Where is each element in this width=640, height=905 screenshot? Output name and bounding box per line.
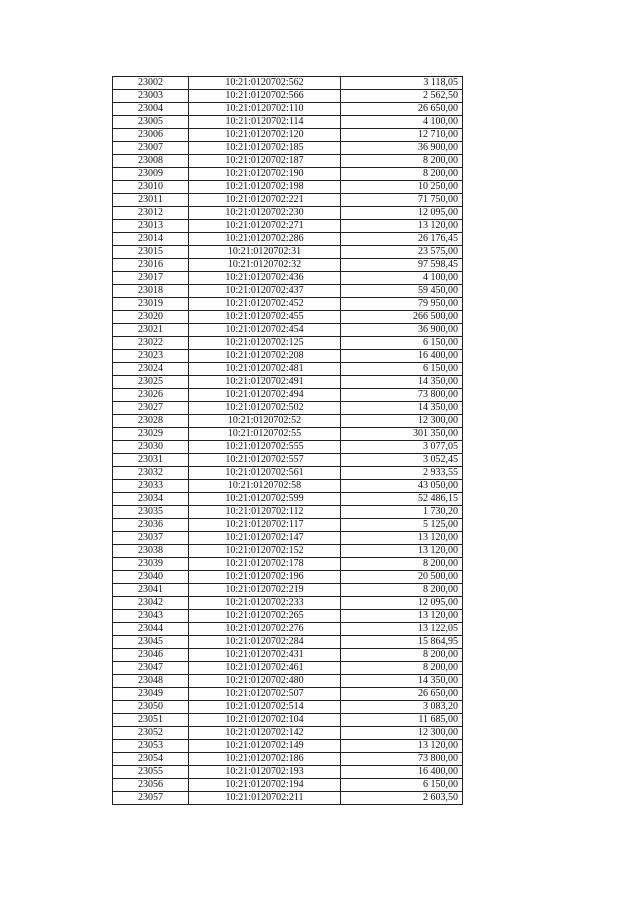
row-id-cell: 23048 bbox=[113, 675, 189, 688]
cadastral-number-cell: 10:21:0120702:194 bbox=[189, 779, 341, 792]
amount-cell: 13 120,00 bbox=[341, 610, 463, 623]
amount-cell: 266 500,00 bbox=[341, 311, 463, 324]
table-row bbox=[113, 610, 463, 623]
row-id-cell: 23025 bbox=[113, 376, 189, 389]
cadastral-number-cell: 10:21:0120702:230 bbox=[189, 207, 341, 220]
cadastral-number-cell: 10:21:0120702:52 bbox=[189, 415, 341, 428]
amount-cell: 26 650,00 bbox=[341, 103, 463, 116]
row-id-cell: 23014 bbox=[113, 233, 189, 246]
cadastral-number-cell: 10:21:0120702:557 bbox=[189, 454, 341, 467]
amount-cell: 13 120,00 bbox=[341, 740, 463, 753]
row-id-cell: 23009 bbox=[113, 168, 189, 181]
cadastral-number-cell: 10:21:0120702:149 bbox=[189, 740, 341, 753]
table-row bbox=[113, 168, 463, 181]
row-id-cell: 23018 bbox=[113, 285, 189, 298]
table-row bbox=[113, 701, 463, 714]
amount-cell: 3 052,45 bbox=[341, 454, 463, 467]
table-row bbox=[113, 415, 463, 428]
amount-cell: 15 864,95 bbox=[341, 636, 463, 649]
table-row bbox=[113, 558, 463, 571]
cadastral-number-cell: 10:21:0120702:436 bbox=[189, 272, 341, 285]
cadastral-number-cell: 10:21:0120702:276 bbox=[189, 623, 341, 636]
row-id-cell: 23041 bbox=[113, 584, 189, 597]
cadastral-number-cell: 10:21:0120702:221 bbox=[189, 194, 341, 207]
table-row bbox=[113, 233, 463, 246]
row-id-cell: 23057 bbox=[113, 792, 189, 805]
row-id-cell: 23055 bbox=[113, 766, 189, 779]
row-id-cell: 23006 bbox=[113, 129, 189, 142]
amount-cell: 8 200,00 bbox=[341, 558, 463, 571]
table-row bbox=[113, 194, 463, 207]
cadastral-number-cell: 10:21:0120702:431 bbox=[189, 649, 341, 662]
cadastral-number-cell: 10:21:0120702:117 bbox=[189, 519, 341, 532]
table-row bbox=[113, 597, 463, 610]
row-id-cell: 23056 bbox=[113, 779, 189, 792]
cadastral-number-cell: 10:21:0120702:286 bbox=[189, 233, 341, 246]
amount-cell: 26 176,45 bbox=[341, 233, 463, 246]
row-id-cell: 23031 bbox=[113, 454, 189, 467]
row-id-cell: 23023 bbox=[113, 350, 189, 363]
cadastral-number-cell: 10:21:0120702:147 bbox=[189, 532, 341, 545]
row-id-cell: 23012 bbox=[113, 207, 189, 220]
amount-cell: 12 300,00 bbox=[341, 415, 463, 428]
row-id-cell: 23015 bbox=[113, 246, 189, 259]
row-id-cell: 23003 bbox=[113, 90, 189, 103]
amount-cell: 97 598,45 bbox=[341, 259, 463, 272]
cadastral-number-cell: 10:21:0120702:507 bbox=[189, 688, 341, 701]
table-row bbox=[113, 90, 463, 103]
row-id-cell: 23022 bbox=[113, 337, 189, 350]
amount-cell: 14 350,00 bbox=[341, 376, 463, 389]
table-row bbox=[113, 220, 463, 233]
amount-cell: 16 400,00 bbox=[341, 350, 463, 363]
amount-cell: 13 122,05 bbox=[341, 623, 463, 636]
cadastral-number-cell: 10:21:0120702:452 bbox=[189, 298, 341, 311]
row-id-cell: 23013 bbox=[113, 220, 189, 233]
table-row bbox=[113, 675, 463, 688]
row-id-cell: 23028 bbox=[113, 415, 189, 428]
row-id-cell: 23046 bbox=[113, 649, 189, 662]
row-id-cell: 23044 bbox=[113, 623, 189, 636]
cadastral-number-cell: 10:21:0120702:178 bbox=[189, 558, 341, 571]
cadastral-number-cell: 10:21:0120702:211 bbox=[189, 792, 341, 805]
cadastral-number-cell: 10:21:0120702:196 bbox=[189, 571, 341, 584]
table-row bbox=[113, 519, 463, 532]
amount-cell: 71 750,00 bbox=[341, 194, 463, 207]
amount-cell: 8 200,00 bbox=[341, 155, 463, 168]
data-table bbox=[112, 76, 463, 805]
row-id-cell: 23034 bbox=[113, 493, 189, 506]
cadastral-number-cell: 10:21:0120702:58 bbox=[189, 480, 341, 493]
amount-cell: 13 120,00 bbox=[341, 220, 463, 233]
table-row bbox=[113, 246, 463, 259]
cadastral-number-cell: 10:21:0120702:284 bbox=[189, 636, 341, 649]
cadastral-number-cell: 10:21:0120702:491 bbox=[189, 376, 341, 389]
amount-cell: 6 150,00 bbox=[341, 779, 463, 792]
table-row bbox=[113, 389, 463, 402]
row-id-cell: 23045 bbox=[113, 636, 189, 649]
amount-cell: 3 083,20 bbox=[341, 701, 463, 714]
amount-cell: 20 500,00 bbox=[341, 571, 463, 584]
amount-cell: 4 100,00 bbox=[341, 116, 463, 129]
table-row bbox=[113, 532, 463, 545]
table-row bbox=[113, 363, 463, 376]
row-id-cell: 23019 bbox=[113, 298, 189, 311]
cadastral-number-cell: 10:21:0120702:437 bbox=[189, 285, 341, 298]
row-id-cell: 23036 bbox=[113, 519, 189, 532]
cadastral-number-cell: 10:21:0120702:112 bbox=[189, 506, 341, 519]
table-row bbox=[113, 207, 463, 220]
table-row bbox=[113, 298, 463, 311]
amount-cell: 13 120,00 bbox=[341, 532, 463, 545]
table-row bbox=[113, 142, 463, 155]
table-row bbox=[113, 116, 463, 129]
table-row bbox=[113, 480, 463, 493]
cadastral-number-cell: 10:21:0120702:190 bbox=[189, 168, 341, 181]
cadastral-number-cell: 10:21:0120702:185 bbox=[189, 142, 341, 155]
cadastral-number-cell: 10:21:0120702:562 bbox=[189, 77, 341, 90]
row-id-cell: 23024 bbox=[113, 363, 189, 376]
row-id-cell: 23017 bbox=[113, 272, 189, 285]
table-body bbox=[113, 77, 463, 805]
cadastral-number-cell: 10:21:0120702:114 bbox=[189, 116, 341, 129]
amount-cell: 36 900,00 bbox=[341, 142, 463, 155]
amount-cell: 8 200,00 bbox=[341, 168, 463, 181]
row-id-cell: 23040 bbox=[113, 571, 189, 584]
cadastral-number-cell: 10:21:0120702:32 bbox=[189, 259, 341, 272]
amount-cell: 11 685,00 bbox=[341, 714, 463, 727]
row-id-cell: 23050 bbox=[113, 701, 189, 714]
table-row bbox=[113, 311, 463, 324]
cadastral-number-cell: 10:21:0120702:142 bbox=[189, 727, 341, 740]
table-row bbox=[113, 584, 463, 597]
cadastral-number-cell: 10:21:0120702:31 bbox=[189, 246, 341, 259]
cadastral-number-cell: 10:21:0120702:120 bbox=[189, 129, 341, 142]
cadastral-number-cell: 10:21:0120702:198 bbox=[189, 181, 341, 194]
table-row bbox=[113, 428, 463, 441]
row-id-cell: 23042 bbox=[113, 597, 189, 610]
row-id-cell: 23035 bbox=[113, 506, 189, 519]
cadastral-number-cell: 10:21:0120702:454 bbox=[189, 324, 341, 337]
table-row bbox=[113, 506, 463, 519]
cadastral-number-cell: 10:21:0120702:461 bbox=[189, 662, 341, 675]
table-row bbox=[113, 636, 463, 649]
row-id-cell: 23029 bbox=[113, 428, 189, 441]
amount-cell: 2 562,50 bbox=[341, 90, 463, 103]
cadastral-number-cell: 10:21:0120702:514 bbox=[189, 701, 341, 714]
amount-cell: 3 118,05 bbox=[341, 77, 463, 90]
table-row bbox=[113, 129, 463, 142]
amount-cell: 8 200,00 bbox=[341, 662, 463, 675]
row-id-cell: 23027 bbox=[113, 402, 189, 415]
row-id-cell: 23016 bbox=[113, 259, 189, 272]
amount-cell: 2 603,50 bbox=[341, 792, 463, 805]
table-row bbox=[113, 623, 463, 636]
amount-cell: 59 450,00 bbox=[341, 285, 463, 298]
table-row bbox=[113, 103, 463, 116]
cadastral-number-cell: 10:21:0120702:561 bbox=[189, 467, 341, 480]
table-row bbox=[113, 285, 463, 298]
row-id-cell: 23053 bbox=[113, 740, 189, 753]
amount-cell: 6 150,00 bbox=[341, 363, 463, 376]
amount-cell: 12 300,00 bbox=[341, 727, 463, 740]
cadastral-number-cell: 10:21:0120702:193 bbox=[189, 766, 341, 779]
row-id-cell: 23010 bbox=[113, 181, 189, 194]
table-row bbox=[113, 493, 463, 506]
cadastral-number-cell: 10:21:0120702:481 bbox=[189, 363, 341, 376]
amount-cell: 13 120,00 bbox=[341, 545, 463, 558]
table-row bbox=[113, 272, 463, 285]
table-row bbox=[113, 545, 463, 558]
row-id-cell: 23011 bbox=[113, 194, 189, 207]
amount-cell: 10 250,00 bbox=[341, 181, 463, 194]
table-row bbox=[113, 766, 463, 779]
amount-cell: 5 125,00 bbox=[341, 519, 463, 532]
row-id-cell: 23038 bbox=[113, 545, 189, 558]
cadastral-number-cell: 10:21:0120702:208 bbox=[189, 350, 341, 363]
table-row bbox=[113, 714, 463, 727]
row-id-cell: 23008 bbox=[113, 155, 189, 168]
cadastral-number-cell: 10:21:0120702:125 bbox=[189, 337, 341, 350]
amount-cell: 12 710,00 bbox=[341, 129, 463, 142]
row-id-cell: 23021 bbox=[113, 324, 189, 337]
row-id-cell: 23033 bbox=[113, 480, 189, 493]
row-id-cell: 23002 bbox=[113, 77, 189, 90]
amount-cell: 79 950,00 bbox=[341, 298, 463, 311]
table-row bbox=[113, 727, 463, 740]
table-row bbox=[113, 337, 463, 350]
amount-cell: 16 400,00 bbox=[341, 766, 463, 779]
row-id-cell: 23043 bbox=[113, 610, 189, 623]
amount-cell: 2 933,55 bbox=[341, 467, 463, 480]
row-id-cell: 23052 bbox=[113, 727, 189, 740]
cadastral-number-cell: 10:21:0120702:566 bbox=[189, 90, 341, 103]
table-row bbox=[113, 77, 463, 90]
cadastral-number-cell: 10:21:0120702:555 bbox=[189, 441, 341, 454]
table-row bbox=[113, 259, 463, 272]
table-row bbox=[113, 662, 463, 675]
cadastral-number-cell: 10:21:0120702:265 bbox=[189, 610, 341, 623]
amount-cell: 23 575,00 bbox=[341, 246, 463, 259]
amount-cell: 12 095,00 bbox=[341, 597, 463, 610]
table-row bbox=[113, 740, 463, 753]
row-id-cell: 23007 bbox=[113, 142, 189, 155]
row-id-cell: 23030 bbox=[113, 441, 189, 454]
table-row bbox=[113, 779, 463, 792]
amount-cell: 6 150,00 bbox=[341, 337, 463, 350]
table-row bbox=[113, 181, 463, 194]
table-row bbox=[113, 467, 463, 480]
table-row bbox=[113, 155, 463, 168]
table-row bbox=[113, 324, 463, 337]
table-row bbox=[113, 454, 463, 467]
cadastral-number-cell: 10:21:0120702:502 bbox=[189, 402, 341, 415]
table-row bbox=[113, 792, 463, 805]
table-row bbox=[113, 753, 463, 766]
row-id-cell: 23004 bbox=[113, 103, 189, 116]
amount-cell: 26 650,00 bbox=[341, 688, 463, 701]
amount-cell: 301 350,00 bbox=[341, 428, 463, 441]
row-id-cell: 23020 bbox=[113, 311, 189, 324]
amount-cell: 52 486,15 bbox=[341, 493, 463, 506]
table-row bbox=[113, 376, 463, 389]
amount-cell: 73 800,00 bbox=[341, 389, 463, 402]
row-id-cell: 23005 bbox=[113, 116, 189, 129]
amount-cell: 8 200,00 bbox=[341, 584, 463, 597]
amount-cell: 12 095,00 bbox=[341, 207, 463, 220]
cadastral-number-cell: 10:21:0120702:480 bbox=[189, 675, 341, 688]
cadastral-number-cell: 10:21:0120702:55 bbox=[189, 428, 341, 441]
amount-cell: 4 100,00 bbox=[341, 272, 463, 285]
cadastral-number-cell: 10:21:0120702:187 bbox=[189, 155, 341, 168]
cadastral-number-cell: 10:21:0120702:455 bbox=[189, 311, 341, 324]
row-id-cell: 23037 bbox=[113, 532, 189, 545]
amount-cell: 36 900,00 bbox=[341, 324, 463, 337]
amount-cell: 73 800,00 bbox=[341, 753, 463, 766]
cadastral-number-cell: 10:21:0120702:152 bbox=[189, 545, 341, 558]
row-id-cell: 23026 bbox=[113, 389, 189, 402]
amount-cell: 8 200,00 bbox=[341, 649, 463, 662]
row-id-cell: 23032 bbox=[113, 467, 189, 480]
amount-cell: 43 050,00 bbox=[341, 480, 463, 493]
amount-cell: 14 350,00 bbox=[341, 402, 463, 415]
table-row bbox=[113, 571, 463, 584]
cadastral-number-cell: 10:21:0120702:186 bbox=[189, 753, 341, 766]
cadastral-number-cell: 10:21:0120702:494 bbox=[189, 389, 341, 402]
amount-cell: 3 077,05 bbox=[341, 441, 463, 454]
cadastral-number-cell: 10:21:0120702:219 bbox=[189, 584, 341, 597]
amount-cell: 14 350,00 bbox=[341, 675, 463, 688]
cadastral-number-cell: 10:21:0120702:271 bbox=[189, 220, 341, 233]
cadastral-number-cell: 10:21:0120702:233 bbox=[189, 597, 341, 610]
row-id-cell: 23039 bbox=[113, 558, 189, 571]
row-id-cell: 23047 bbox=[113, 662, 189, 675]
cadastral-number-cell: 10:21:0120702:110 bbox=[189, 103, 341, 116]
cadastral-number-cell: 10:21:0120702:104 bbox=[189, 714, 341, 727]
table-row bbox=[113, 402, 463, 415]
cadastral-number-cell: 10:21:0120702:599 bbox=[189, 493, 341, 506]
row-id-cell: 23054 bbox=[113, 753, 189, 766]
amount-cell: 1 730,20 bbox=[341, 506, 463, 519]
table-row bbox=[113, 649, 463, 662]
row-id-cell: 23049 bbox=[113, 688, 189, 701]
table-row bbox=[113, 441, 463, 454]
table-row bbox=[113, 688, 463, 701]
table-row bbox=[113, 350, 463, 363]
row-id-cell: 23051 bbox=[113, 714, 189, 727]
